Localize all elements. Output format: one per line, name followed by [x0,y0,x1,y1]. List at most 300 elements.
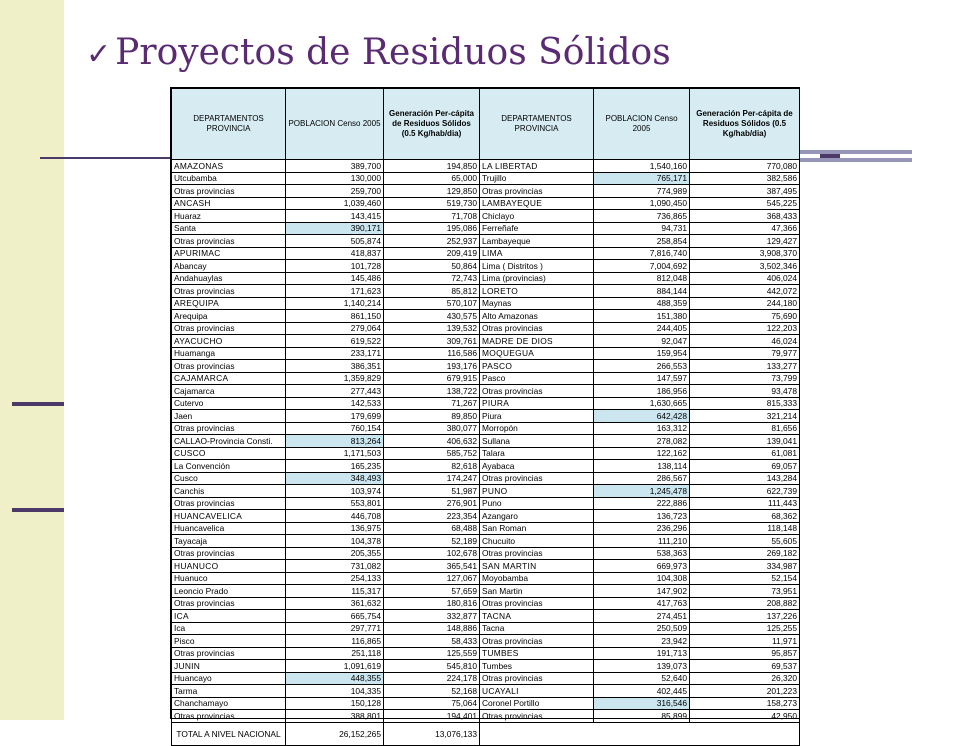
departamento-cell: Tarma [172,685,286,698]
poblacion-cell: 1,140,214 [286,297,384,310]
poblacion-cell: 115,317 [286,585,384,598]
generacion-cell: 194,401 [384,710,480,723]
departamento-cell: Sullana [480,435,594,448]
generacion-cell: 93,478 [690,385,800,398]
generacion-cell: 368,433 [690,210,800,223]
generacion-cell: 585,752 [384,447,480,460]
left-accent-bar [12,508,64,512]
poblacion-cell: 254,133 [286,572,384,585]
generacion-cell: 430,575 [384,310,480,323]
table-row [172,472,800,485]
table-row [172,410,800,423]
generacion-cell: 129,427 [690,235,800,248]
generacion-cell: 116,586 [384,347,480,360]
poblacion-cell: 130,000 [286,172,384,185]
poblacion-cell: 1,630,665 [594,397,690,410]
departamento-cell: Maynas [480,297,594,310]
table-row [172,235,800,248]
departamento-cell: Otras provincias [480,710,594,723]
departamento-cell: PASCO [480,360,594,373]
generacion-cell: 42,950 [690,710,800,723]
generacion-cell: 519,730 [384,197,480,210]
departamento-cell: Otras provincias [480,635,594,648]
generacion-cell: 224,178 [384,672,480,685]
header-generacion: Generación Per-cápita de Residuos Sólidos (0.5 Kg/hab/dia) [690,89,800,160]
generacion-cell: 71,708 [384,210,480,223]
departamento-cell: Lima (provincias) [480,272,594,285]
poblacion-cell: 390,171 [286,222,384,235]
slide-title [86,28,671,78]
departamento-cell: Huancayo [172,672,286,685]
generacion-cell: 61,081 [690,447,800,460]
title-underline [40,157,170,159]
table-row [172,460,800,473]
poblacion-cell: 171,623 [286,285,384,298]
departamento-cell: Morropón [480,422,594,435]
poblacion-cell: 136,723 [594,510,690,523]
generacion-cell: 51,987 [384,485,480,498]
table-row [172,197,800,210]
poblacion-cell: 446,708 [286,510,384,523]
table-header-row [172,89,800,160]
departamento-cell: La Convención [172,460,286,473]
table-row [172,260,800,273]
poblacion-cell: 94,731 [594,222,690,235]
departamento-cell: Otras provincias [480,672,594,685]
poblacion-cell: 505,874 [286,235,384,248]
poblacion-cell: 7,816,740 [594,247,690,260]
left-accent-bar [12,402,64,406]
poblacion-cell: 642,428 [594,410,690,423]
departamento-cell: Ica [172,622,286,635]
table-body [172,160,800,723]
generacion-cell: 57,659 [384,585,480,598]
poblacion-cell: 1,090,450 [594,197,690,210]
poblacion-cell: 151,380 [594,310,690,323]
table-row [172,322,800,335]
departamento-cell: TACNA [480,610,594,623]
poblacion-cell: 731,082 [286,560,384,573]
departamento-cell: Chucuito [480,535,594,548]
generacion-cell: 133,277 [690,360,800,373]
table-row [172,585,800,598]
generacion-cell: 679,915 [384,372,480,385]
header-poblacion: POBLACION Censo 2005 [594,89,690,160]
poblacion-cell: 812,048 [594,272,690,285]
accent-bar [800,150,912,154]
departamento-cell: JUNIN [172,660,286,673]
generacion-cell: 622,739 [690,485,800,498]
table-row [172,672,800,685]
poblacion-cell: 402,445 [594,685,690,698]
departamento-cell: HUANCAVELICA [172,510,286,523]
generacion-cell: 75,064 [384,697,480,710]
table-row [172,360,800,373]
departamento-cell: Azangaro [480,510,594,523]
table-row [172,635,800,648]
departamento-cell: Otras provincias [480,547,594,560]
generacion-cell: 334,987 [690,560,800,573]
generacion-cell: 47,366 [690,222,800,235]
poblacion-cell: 286,567 [594,472,690,485]
poblacion-cell: 619,522 [286,335,384,348]
departamento-cell: Pisco [172,635,286,648]
table-row [172,172,800,185]
poblacion-cell: 222,886 [594,497,690,510]
poblacion-cell: 143,415 [286,210,384,223]
poblacion-cell: 85,899 [594,710,690,723]
departamento-cell: LAMBAYEQUE [480,197,594,210]
generacion-cell: 309,761 [384,335,480,348]
poblacion-cell: 274,451 [594,610,690,623]
generacion-cell: 73,799 [690,372,800,385]
table-row [172,160,800,173]
departamento-cell: Andahuaylas [172,272,286,285]
generacion-cell: 139,041 [690,435,800,448]
poblacion-cell: 297,771 [286,622,384,635]
poblacion-cell: 104,335 [286,685,384,698]
poblacion-cell: 205,355 [286,547,384,560]
poblacion-cell: 418,837 [286,247,384,260]
table-row [172,497,800,510]
generacion-cell: 3,502,346 [690,260,800,273]
generacion-cell: 95,857 [690,647,800,660]
poblacion-cell: 386,351 [286,360,384,373]
generacion-cell: 382,586 [690,172,800,185]
generacion-cell: 174,247 [384,472,480,485]
poblacion-cell: 147,902 [594,585,690,598]
generacion-cell: 46,024 [690,335,800,348]
poblacion-cell: 266,553 [594,360,690,373]
generacion-cell: 52,154 [690,572,800,585]
departamento-cell: TUMBES [480,647,594,660]
departamento-cell: Otras provincias [172,547,286,560]
poblacion-cell: 101,728 [286,260,384,273]
poblacion-cell: 147,597 [594,372,690,385]
poblacion-cell: 52,640 [594,672,690,685]
poblacion-cell: 760,154 [286,422,384,435]
poblacion-cell: 1,540,160 [594,160,690,173]
departamento-cell: SAN MARTIN [480,560,594,573]
departamento-cell: Tayacaja [172,535,286,548]
slide-title-text: Proyectos de Residuos Sólidos [115,32,671,73]
generacion-cell: 79,977 [690,347,800,360]
poblacion-cell: 361,632 [286,597,384,610]
table-row [172,185,800,198]
table-row [172,347,800,360]
departamento-cell: Otras provincias [172,422,286,435]
departamento-cell: Trujillo [480,172,594,185]
poblacion-cell: 236,296 [594,522,690,535]
departamento-cell: MADRE DE DIOS [480,335,594,348]
table-row [172,272,800,285]
table-row [172,572,800,585]
poblacion-cell: 250,509 [594,622,690,635]
generacion-cell: 68,362 [690,510,800,523]
generacion-cell: 69,537 [690,660,800,673]
poblacion-cell: 736,865 [594,210,690,223]
departamento-cell: Huanuco [172,572,286,585]
table-row [172,297,800,310]
generacion-cell: 406,632 [384,435,480,448]
generacion-cell: 125,559 [384,647,480,660]
generacion-cell: 815,333 [690,397,800,410]
departamento-cell: Coronel Portillo [480,697,594,710]
table-row [172,222,800,235]
generacion-cell: 127,067 [384,572,480,585]
generacion-cell: 276,901 [384,497,480,510]
departamento-cell: Pasco [480,372,594,385]
table-row [172,510,800,523]
poblacion-cell: 139,073 [594,660,690,673]
generacion-cell: 406,024 [690,272,800,285]
departamento-cell: Utcubamba [172,172,286,185]
poblacion-cell: 553,801 [286,497,384,510]
table-row [172,710,800,723]
poblacion-cell: 138,114 [594,460,690,473]
poblacion-cell: 159,954 [594,347,690,360]
generacion-cell: 129,850 [384,185,480,198]
table-row [172,560,800,573]
poblacion-cell: 136,975 [286,522,384,535]
generacion-cell: 252,937 [384,235,480,248]
table-row [172,435,800,448]
poblacion-cell: 417,763 [594,597,690,610]
departamento-cell: Jaen [172,410,286,423]
poblacion-cell: 104,308 [594,572,690,585]
table-row [172,485,800,498]
generacion-cell: 52,189 [384,535,480,548]
departamento-cell: Canchis [172,485,286,498]
generacion-cell: 332,877 [384,610,480,623]
table-row [172,522,800,535]
poblacion-cell: 1,359,829 [286,372,384,385]
header-departamentos: DEPARTAMENTOS PROVINCIA [480,89,594,160]
generacion-cell: 201,223 [690,685,800,698]
departamento-cell: Leoncio Prado [172,585,286,598]
poblacion-cell: 23,942 [594,635,690,648]
poblacion-cell: 316,546 [594,697,690,710]
generacion-cell: 118,148 [690,522,800,535]
generacion-cell: 195,086 [384,222,480,235]
departamento-cell: Tacna [480,622,594,635]
departamento-cell: Talara [480,447,594,460]
generacion-cell: 68,488 [384,522,480,535]
departamento-cell: AYACUCHO [172,335,286,348]
poblacion-cell: 145,486 [286,272,384,285]
departamento-cell: UCAYALI [480,685,594,698]
generacion-cell: 81,656 [690,422,800,435]
poblacion-cell: 111,210 [594,535,690,548]
poblacion-cell: 116,865 [286,635,384,648]
departamento-cell: ICA [172,610,286,623]
departamento-cell: Puno [480,497,594,510]
departamento-cell: CUSCO [172,447,286,460]
generacion-cell: 365,541 [384,560,480,573]
table-row [172,335,800,348]
poblacion-cell: 448,355 [286,672,384,685]
departamento-cell: CAJAMARCA [172,372,286,385]
generacion-cell: 69,057 [690,460,800,473]
table-row [172,397,800,410]
generacion-cell: 73,951 [690,585,800,598]
departamento-cell: Otras provincias [172,597,286,610]
poblacion-cell: 259,700 [286,185,384,198]
departamento-cell: Tumbes [480,660,594,673]
departamento-cell: Moyobamba [480,572,594,585]
generacion-cell: 72,743 [384,272,480,285]
poblacion-cell: 388,801 [286,710,384,723]
departamento-cell: Otras provincias [172,360,286,373]
poblacion-cell: 163,312 [594,422,690,435]
poblacion-cell: 186,956 [594,385,690,398]
poblacion-cell: 1,091,619 [286,660,384,673]
departamento-cell: San Martin [480,585,594,598]
accent-bar [800,158,912,162]
generacion-cell: 58,433 [384,635,480,648]
poblacion-cell: 348,493 [286,472,384,485]
poblacion-cell: 389,700 [286,160,384,173]
poblacion-cell: 1,171,503 [286,447,384,460]
departamento-cell: Otras provincias [480,322,594,335]
departamento-cell: Otras provincias [172,285,286,298]
generacion-cell: 11,971 [690,635,800,648]
departamento-cell: MOQUEGUA [480,347,594,360]
departamento-cell: ANCASH [172,197,286,210]
departamento-cell: Otras provincias [172,185,286,198]
table-row [172,660,800,673]
poblacion-cell: 488,359 [594,297,690,310]
poblacion-cell: 278,082 [594,435,690,448]
generacion-cell: 26,320 [690,672,800,685]
generacion-cell: 269,182 [690,547,800,560]
departamento-cell: Arequipa [172,310,286,323]
generacion-cell: 89,850 [384,410,480,423]
table-row [172,372,800,385]
generacion-cell: 223,354 [384,510,480,523]
generacion-cell: 122,203 [690,322,800,335]
table-row [172,647,800,660]
poblacion-cell: 142,533 [286,397,384,410]
departamento-cell: Otras provincias [480,472,594,485]
departamento-cell: Otras provincias [480,185,594,198]
generacion-cell: 194,850 [384,160,480,173]
generacion-cell: 545,225 [690,197,800,210]
generacion-cell: 321,214 [690,410,800,423]
generacion-cell: 137,226 [690,610,800,623]
residuos-table [171,88,800,746]
departamento-cell: Huancavelica [172,522,286,535]
generacion-cell: 208,882 [690,597,800,610]
total-row [172,722,800,745]
departamento-cell: Santa [172,222,286,235]
generacion-cell: 143,284 [690,472,800,485]
poblacion-cell: 244,405 [594,322,690,335]
poblacion-cell: 191,713 [594,647,690,660]
departamento-cell: Cusco [172,472,286,485]
poblacion-cell: 861,150 [286,310,384,323]
generacion-cell: 111,443 [690,497,800,510]
generacion-cell: 50,864 [384,260,480,273]
departamento-cell: Ayabaca [480,460,594,473]
departamento-cell: Huaraz [172,210,286,223]
poblacion-cell: 165,235 [286,460,384,473]
departamento-cell: HUANUCO [172,560,286,573]
generacion-cell: 158,273 [690,697,800,710]
generacion-cell: 545,810 [384,660,480,673]
poblacion-cell: 150,128 [286,697,384,710]
poblacion-cell: 774,989 [594,185,690,198]
generacion-cell: 442,072 [690,285,800,298]
poblacion-cell: 765,171 [594,172,690,185]
departamento-cell: Huamanga [172,347,286,360]
departamento-cell: Otras provincias [480,597,594,610]
table-row [172,535,800,548]
table-row [172,285,800,298]
departamento-cell: Cajamarca [172,385,286,398]
table-row [172,422,800,435]
poblacion-cell: 251,118 [286,647,384,660]
poblacion-cell: 813,264 [286,435,384,448]
departamento-cell: AMAZONAS [172,160,286,173]
generacion-cell: 244,180 [690,297,800,310]
total-generacion: 13,076,133 [384,722,480,745]
departamento-cell: Chanchamayo [172,697,286,710]
header-departamentos: DEPARTAMENTOS PROVINCIA [172,89,286,160]
poblacion-cell: 103,974 [286,485,384,498]
departamento-cell: PUNO [480,485,594,498]
poblacion-cell: 1,039,460 [286,197,384,210]
generacion-cell: 180,816 [384,597,480,610]
departamento-cell: Ferreñafe [480,222,594,235]
table-row [172,697,800,710]
generacion-cell: 148,886 [384,622,480,635]
departamento-cell: San Roman [480,522,594,535]
header-generacion: Generación Per-cápita de Residuos Sólidos (0.5 Kg/hab/dia) [384,89,480,160]
poblacion-cell: 92,047 [594,335,690,348]
poblacion-cell: 884,144 [594,285,690,298]
departamento-cell: Otras provincias [480,385,594,398]
departamento-cell: Otras provincias [172,497,286,510]
table-row [172,610,800,623]
table-row [172,210,800,223]
total-label: TOTAL A NIVEL NACIONAL [172,722,286,745]
poblacion-cell: 179,699 [286,410,384,423]
poblacion-cell: 122,162 [594,447,690,460]
table-row [172,310,800,323]
departamento-cell: Otras provincias [172,322,286,335]
poblacion-cell: 669,973 [594,560,690,573]
table-row [172,385,800,398]
generacion-cell: 71,267 [384,397,480,410]
departamento-cell: Abancay [172,260,286,273]
departamento-cell: Chiclayo [480,210,594,223]
left-accent-band [0,0,64,720]
departamento-cell: Piura [480,410,594,423]
table-row [172,547,800,560]
generacion-cell: 55,605 [690,535,800,548]
poblacion-cell: 7,004,692 [594,260,690,273]
departamento-cell: Cutervo [172,397,286,410]
generacion-cell: 138,722 [384,385,480,398]
departamento-cell: Otras provincias [172,235,286,248]
departamento-cell: LA LIBERTAD [480,160,594,173]
departamento-cell: LIMA [480,247,594,260]
generacion-cell: 52,168 [384,685,480,698]
generacion-cell: 139,532 [384,322,480,335]
departamento-cell: CALLAO-Provincia Consti. [172,435,286,448]
departamento-cell: APURIMAC [172,247,286,260]
